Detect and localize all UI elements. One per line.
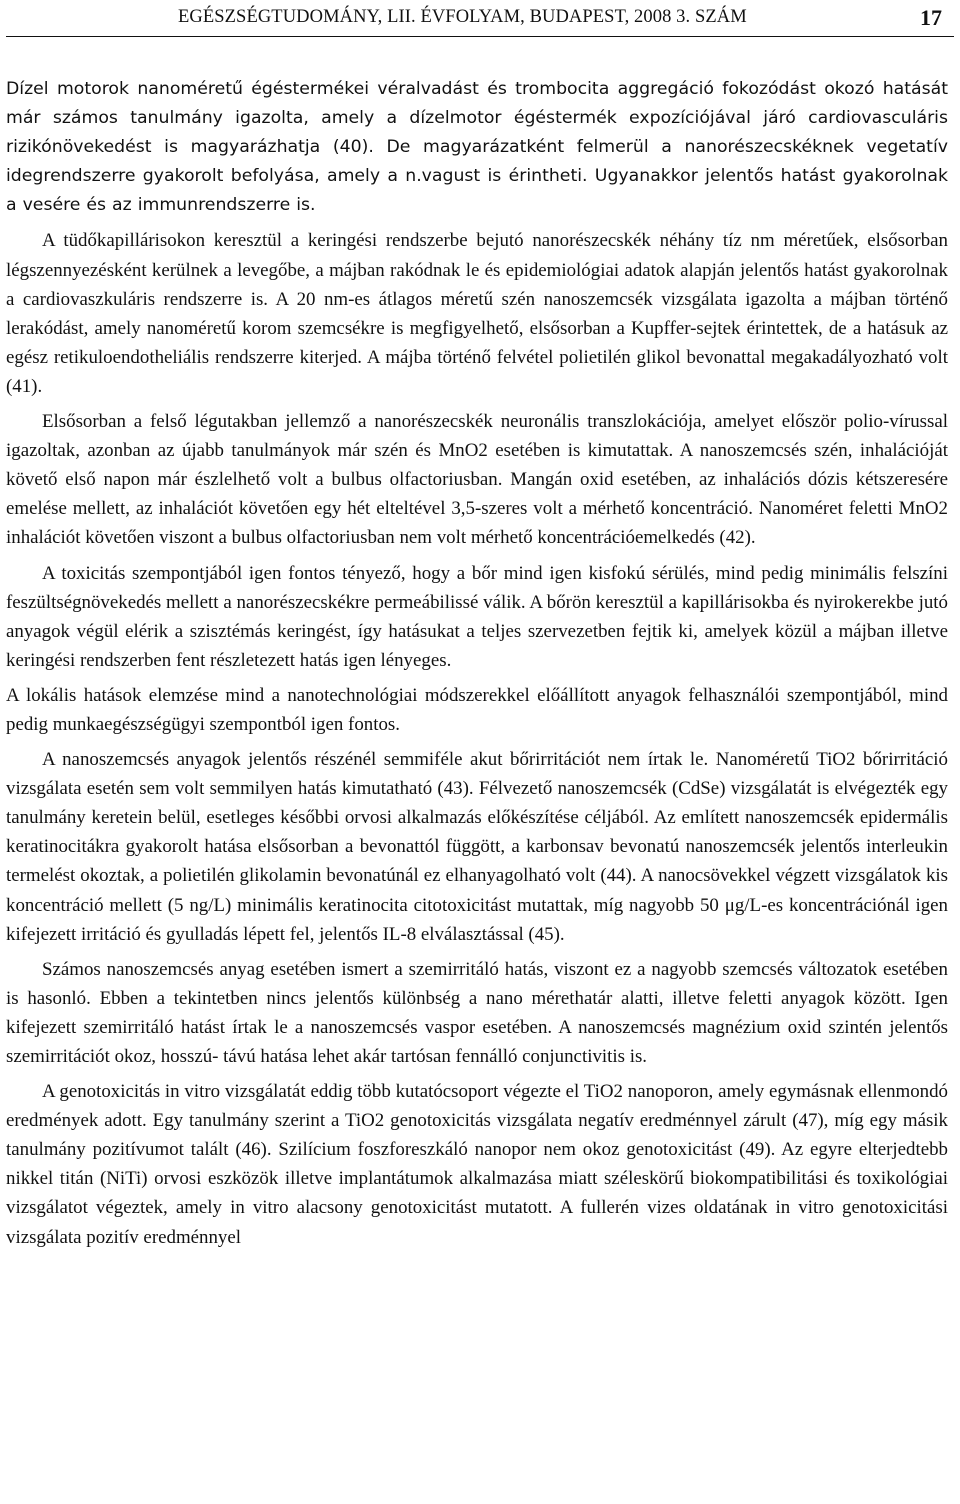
paragraph-diesel-nanoparticles: Dízel motorok nanoméretű égéstermékei véralvadást és trombocita aggregáció fokozódást okozó hatását már számos tanulmány igazolta, amely a dízelmotor égéstermék expozíciójával járó cardiovasculáris rizikónövekedést is magyarázhatja (40). De magyarázatként felmerül a nanorészecskéknek vegetatív idegrendszerre gyakorolt befolyása, amely a n.vagust is érintheti. Ugyanakkor jelentős hatást gyakorolnak a vesére és az immunrendszerre is. — [6, 79, 948, 216]
paragraph-skin-toxicity: A toxicitás szempontjából igen fontos tényező, hogy a bőr mind igen kisfokú sérülés, mind pedig minimális felszíni feszültségnövekedés mellett a nanorészecskékre permeábilissé válik. A bőrön keresztül a kapillárisokba és nyirokerekbe jutó anyagok végül elérik a szisztémás keringést, így hatásukat a teljes szervezetben fejtik ki, amelyek közül a májban illetve keringési rendszerben fent részletezett hatás igen lényeges. — [6, 562, 948, 671]
page-number: 17 — [920, 5, 942, 30]
paragraph-skin-irritation: A nanoszemcsés anyagok jelentős részénél semmiféle akut bőrirritációt nem írtak le. Nanoméretű TiO2 bőrirritáció vizsgálata esetén sem volt semmilyen hatás kimutatható (43). Félvezető nanoszemcsék (CdSe) vizsgálatát is elvégezték egy tanulmány keretein belül, esetleges későbbi orvosi alkalmazás előkészítése céljából. Az említett nanoszemcsék epidermális keratinocitákra gyakorolt hatása elsősorban a bevonattól függött, a karbonsav bevonatú nanoszemcsék jelentős interleukin termelést okoztak, a polietilén glikolamin bevonatúnál ez elhanyagolható volt (44). A nanocsövekkel végzett vizsgálatok kis koncentráció mellett (5 ng/L) minimális keratinocita citotoxicitást mutattak, míg nagyobb 50 μg/L-es koncentrációnál igen kifejezett irritáció és gyulladás lépett fel, jelentős IL-8 elválasztással (45). — [6, 749, 948, 945]
journal-header: EGÉSZSÉGTUDOMÁNY, LII. ÉVFOLYAM, BUDAPEST, 2008 3. SZÁM — [178, 7, 747, 27]
paragraph-neuronal-translocation: Elsősorban a felső légutakban jellemző a nanorészecskék neuronális transzlokációja, amelyet először polio-vírussal igazoltak, azonban az újabb tanulmányok már szén és MnO2 esetében is kimutattak. A nanoszemcsés szén, inhalációját követő első napon már észlelhető volt a bulbus olfactoriusban. Mangán oxid esetében, az inhalációs dózis kétszeresére emelése mellett, az inhalációt követően egy hét elteltével 3,5-szeres volt a mérhető koncentráció. Nanoméret feletti MnO2 inhalációt követően viszont a bulbus olfactoriusban nem volt mérhető koncentrációemelkedés (42). — [6, 411, 948, 549]
paragraph-lung-capillaries: A tüdőkapillárisokon keresztül a keringési rendszerbe bejutó nanorészecskék néhány tíz nm méretűek, elsősorban légszennyezésként kerülnek a levegőbe, a májban rakódnak le és epidemiológiai adatok alapján jelentős hatást gyakorolnak a cardiovaszkuláris rendszerre is. A 20 nm-es átlagos méretű szén nanoszemcsék vizsgálata igazolta a májban történő lerakódást, amely nanoméretű korom szemcsékre is megfigyelhető, elsősorban a Kupffer-sejtek érintettek, de a hatásuk az egész retikuloendotheliális rendszerre kiterjed. A májba történő felvétel polietilén glikol bevonattal megakadályozható volt (41). — [6, 230, 948, 397]
paragraph-eye-irritation: Számos nanoszemcsés anyag esetében ismert a szemirritáló hatás, viszont ez a nagyobb szemcsés változatok esetében is hasonló. Ebben a tekintetben nincs jelentős különbség a nano mérethatár alatti, illetve feletti anyagok között. Igen kifejezett szemirritáló hatást írtak le a nanoszemcsés vaspor esetében. A nanoszemcsés magnézium oxid szintén jelentős szemirritációt okoz, hosszú- távú hatása lehet akár tartósan fennálló conjunctivitis is. — [6, 958, 948, 1067]
paragraph-local-effects: A lokális hatások elemzése mind a nanotechnológiai módszerekkel előállított anyagok felhasználói szempontjából, mind pedig munkaegészségügyi szempontból igen fontos. — [6, 684, 948, 735]
article-body — [6, 75, 948, 1252]
paragraph-genotoxicity: A genotoxicitás in vitro vizsgálatát eddig több kutatócsoport végezte el TiO2 nanoporon, amely egymásnak ellenmondó eredmények adott. Egy tanulmány szerint a TiO2 genotoxicitás vizsgálata negatív eredménnyel zárult (47), míg egy másik tanulmány pozitívumot talált (46). Szilícium foszforeszkáló nanopor nem okoz genotoxicitást (49). Az egyre elterjedtebb nikkel titán (NiTi) orvosi eszközök illetve implantátumok alkalmazása miatt széleskörű biokompatibilitási és toxikológiai vizsgálatot végeztek, amely in vitro alacsony genotoxicitást mutatott. A fullerén vizes oldatának in vitro genotoxicitási vizsgálata pozitív eredménnyel — [6, 1081, 948, 1248]
page-header — [6, 2, 954, 37]
